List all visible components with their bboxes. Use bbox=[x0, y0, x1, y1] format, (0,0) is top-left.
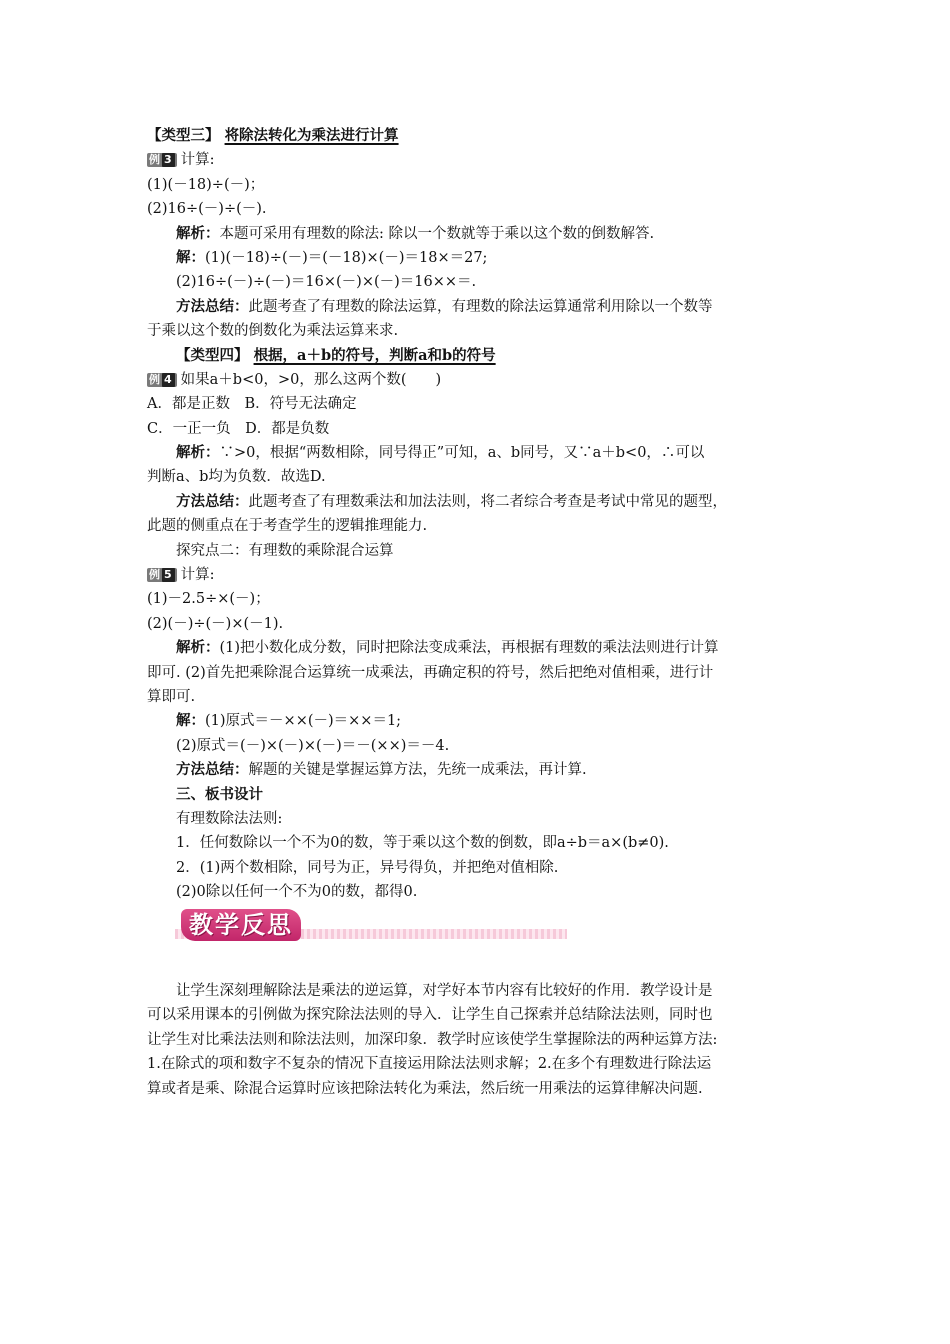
example-5-analysis-line-3: 算即可. bbox=[147, 688, 196, 705]
board-rule-title: 有理数除法法则: bbox=[176, 810, 283, 827]
section-heading-type4 bbox=[147, 344, 809, 368]
board-rule-2: 2．(1)两个数相除，同号为正，异号得负，并把绝对值相除. bbox=[176, 859, 559, 876]
example-badge-icon: 例 4 bbox=[147, 373, 177, 387]
example-3-question-1: (1)(－18)÷(－)； bbox=[147, 176, 265, 193]
example-4-analysis-line-1: 解析：∵>0，根据“两数相除，同号得正”可知，a、b同号，又∵a＋b<0，∴可以 bbox=[176, 444, 705, 462]
example-5-solution-2: (2)原式＝(－)×(－)×(－)＝－(××)＝－4. bbox=[176, 737, 450, 754]
board-rule-1: 1．任何数除以一个不为0的数，等于乘以这个数的倒数，即a÷b＝a×(b≠0). bbox=[176, 835, 669, 852]
document-content bbox=[147, 124, 809, 1101]
reflection-line: 让学生对比乘法法则和除法法则，加深印象．教学时应该使学生掌握除法的两种运算方法: bbox=[147, 1031, 718, 1048]
example-3-solution-1: 解：(1)(－18)÷(－)＝(－18)×(－)＝18×＝27; bbox=[176, 248, 488, 266]
reflection-line: 让学生深刻理解除法是乘法的逆运算，对学好本节内容有比较好的作用．教学设计是 bbox=[176, 982, 713, 999]
section-title: 根据，a＋b的符号，判断a和b的符号 bbox=[253, 346, 496, 364]
example-badge-icon: 例 3 bbox=[147, 153, 177, 167]
section-tag: 【类型三】 bbox=[147, 127, 220, 144]
reflection-line: 1.在除式的项和数字不复杂的情况下直接运用除法法则求解；2.在多个有理数进行除法运 bbox=[147, 1056, 712, 1073]
example-4-analysis-line-2: 判断a、b均为负数．故选D. bbox=[147, 469, 326, 486]
example-3-solution-2: (2)16÷(－)÷(－)＝16×(－)×(－)＝16××＝. bbox=[176, 274, 477, 291]
example-5-question-1: (1)－2.5÷×(－)； bbox=[147, 591, 270, 608]
teaching-reflection-banner bbox=[175, 909, 567, 945]
banner-title: 教学反思 bbox=[181, 909, 301, 941]
example-5-analysis-line-2: 即可. (2)首先把乘除混合运算统一成乘法，再确定积的符号，然后把绝对值相乘，进行计 bbox=[147, 664, 714, 681]
example-3-method-line-1: 方法总结：此题考查了有理数的除法运算，有理数的除法运算通常利用除以一个数等 bbox=[176, 297, 713, 315]
reflection-line: 可以采用课本的引例做为探究除法法则的导入．让学生自己探索并总结除法法则，同时也 bbox=[147, 1007, 713, 1024]
section-title: 将除法转化为乘法进行计算 bbox=[224, 127, 399, 144]
example-4-options-cd: C．一正一负 D．都是负数 bbox=[147, 420, 330, 437]
example-badge-icon: 例 5 bbox=[147, 568, 177, 582]
example-4-question: 例 4 如果a＋b<0，>0，那么这两个数( ) bbox=[149, 371, 442, 388]
example-5-question-2: (2)(－)÷(－)×(－1). bbox=[147, 615, 284, 632]
board-design-heading: 三、板书设计 bbox=[176, 785, 263, 803]
board-rule-3: (2)0除以任何一个不为0的数，都得0. bbox=[176, 884, 418, 901]
example-5-method: 方法总结：解题的关键是掌握运算方法，先统一成乘法，再计算. bbox=[176, 761, 587, 779]
example-4-method-line-1: 方法总结：此题考查了有理数乘法和加法法则，将二者综合考查是考试中常见的题型， bbox=[176, 492, 727, 510]
section-tag: 【类型四】 bbox=[176, 346, 249, 364]
example-4-options-ab: A．都是正数 B．符号无法确定 bbox=[147, 396, 357, 413]
example-5-prompt: 例 5 计算: bbox=[149, 567, 215, 584]
example-3-prompt: 例 3 计算: bbox=[149, 152, 215, 169]
example-3-question-2: (2)16÷(－)÷(－). bbox=[147, 201, 267, 218]
example-5-analysis-line-1: 解析：(1)把小数化成分数，同时把除法变成乘法，再根据有理数的乘法法则进行计算 bbox=[176, 639, 719, 657]
example-4-method-line-2: 此题的侧重点在于考查学生的逻辑推理能力. bbox=[147, 518, 428, 535]
section-heading-type3 bbox=[147, 124, 809, 148]
explore-point-2-heading: 探究点二：有理数的乘除混合运算 bbox=[176, 542, 394, 559]
example-3-analysis: 解析：本题可采用有理数的除法: 除以一个数就等于乘以这个数的倒数解答. bbox=[176, 224, 655, 242]
example-5-solution-1: 解：(1)原式＝－××(－)＝××＝1; bbox=[176, 712, 402, 730]
reflection-paragraph bbox=[147, 979, 809, 1102]
reflection-line: 算或者是乘、除混合运算时应该把除法转化为乘法，然后统一用乘法的运算律解决问题. bbox=[147, 1080, 703, 1097]
example-3-method-line-2: 于乘以这个数的倒数化为乘法运算来求. bbox=[147, 323, 399, 340]
